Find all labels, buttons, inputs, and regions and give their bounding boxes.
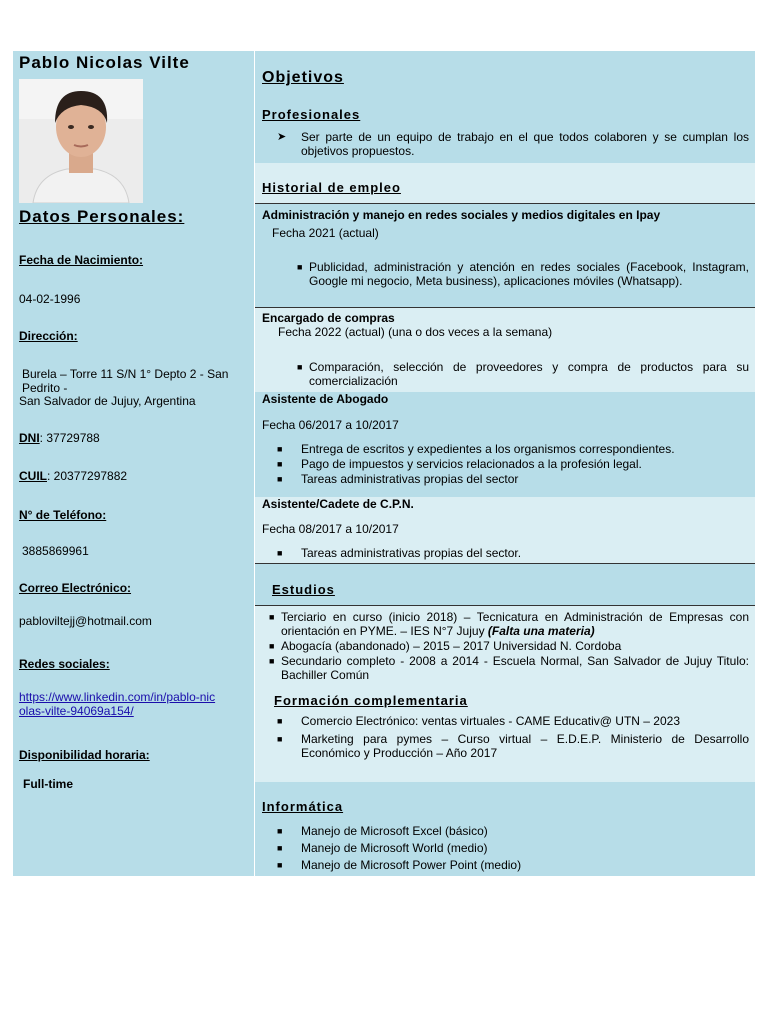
profesionales-heading: Profesionales	[262, 107, 361, 122]
list-item: ■ Secundario completo - 2008 a 2014 - Escuela Normal, San Salvador de Jujuy Titulo: Bachiller Común	[269, 654, 749, 682]
list-item: ■ Manejo de Microsoft Excel (básico)	[277, 824, 488, 838]
informatica-section	[255, 782, 755, 876]
square-bullet-icon: ■	[277, 734, 283, 744]
list-item: ■ Tareas administrativas propias del sector	[277, 472, 519, 486]
square-bullet-icon: ■	[277, 716, 283, 726]
falta-materia-note: (Falta una materia)	[487, 624, 595, 638]
list-item: ■ Marketing para pymes – Curso virtual – E.D.E.P. Ministerio de Desarrollo Económico y Producción – Año 2017	[277, 732, 749, 760]
estudios-list	[255, 610, 749, 683]
job-title: Encargado de compras	[262, 311, 395, 325]
redes-label: Redes sociales:	[19, 657, 110, 671]
datos-personales-heading: Datos Personales:	[19, 207, 185, 226]
full-name: Pablo Nicolas Vilte	[19, 53, 190, 72]
square-bullet-icon: ■	[277, 459, 283, 469]
square-bullet-icon: ■	[269, 641, 275, 651]
list-item: ■ Comparación, selección de proveedores y compra de productos para su comercialización	[297, 360, 749, 388]
square-bullet-icon: ■	[277, 444, 283, 454]
job-items	[255, 546, 749, 561]
dni-value: : 37729788	[39, 431, 100, 445]
list-item: ■ Comercio Electrónico: ventas virtuales - CAME Educativ@ UTN – 2023	[277, 714, 680, 728]
list-item: ■ Abogacía (abandonado) – 2015 – 2017 Universidad N. Cordoba	[269, 639, 622, 653]
job-date: Fecha 06/2017 a 10/2017	[262, 418, 399, 432]
left-column	[13, 51, 255, 876]
square-bullet-icon: ■	[277, 860, 283, 870]
disponibilidad-label: Disponibilidad horaria:	[19, 748, 150, 762]
objetivos-list	[255, 130, 749, 159]
job-date: Fecha 08/2017 a 10/2017	[262, 522, 399, 536]
square-bullet-icon: ■	[269, 656, 275, 666]
direccion-line1: Burela – Torre 11 S/N 1° Depto 2 - San Pedrito -	[22, 367, 229, 395]
list-item: ■ Publicidad, administración y atención en redes sociales (Facebook, Instagram, Google mi negocio, Meta business), aplicaciones móviles (Whatsapp).	[297, 260, 749, 288]
person-photo-icon	[19, 79, 143, 203]
cuil-row	[19, 469, 251, 483]
historial-header	[255, 163, 755, 203]
formacion-heading: Formación complementaria	[274, 693, 468, 708]
right-column	[255, 51, 755, 876]
informatica-heading: Informática	[262, 799, 344, 814]
list-item: ■ Entrega de escritos y expedientes a los organismos correspondientes.	[277, 442, 675, 456]
cuil-label: CUIL	[19, 469, 47, 483]
objetivos-section	[255, 51, 755, 163]
telefono-label: N° de Teléfono:	[19, 508, 107, 522]
job-items	[255, 442, 749, 487]
list-item: ➤ Ser parte de un equipo de trabajo en el que todos colaboren y se cumplan los objetivos propuestos.	[277, 130, 749, 158]
profile-photo	[19, 79, 143, 203]
informatica-list	[255, 824, 749, 873]
cuil-value: : 20377297882	[47, 469, 128, 483]
fecha-label: Fecha de Nacimiento:	[19, 253, 144, 267]
list-item: ■ Pago de impuestos y servicios relacionados a la profesión legal.	[277, 457, 642, 471]
job-title: Asistente/Cadete de C.P.N.	[262, 497, 414, 511]
job-items	[283, 260, 749, 289]
disponibilidad-value: Full-time	[23, 777, 73, 791]
square-bullet-icon: ■	[269, 612, 275, 622]
direccion-label: Dirección:	[19, 329, 78, 343]
square-bullet-icon: ■	[277, 474, 283, 484]
formacion-list	[255, 714, 749, 761]
objetivos-heading: Objetivos	[262, 69, 344, 86]
linkedin-row	[19, 690, 219, 718]
job-date: Fecha 2021 (actual)	[272, 226, 379, 240]
list-item: ■ Terciario en curso (inicio 2018) – Tecnicatura en Administración de Empresas con orientación en PYME. – IES N°7 Jujuy (Falta una materia)	[269, 610, 749, 638]
telefono-value: 3885869961	[22, 544, 89, 558]
estudios-heading: Estudios	[272, 582, 335, 597]
estudios-section	[255, 605, 755, 783]
historial-heading: Historial de empleo	[262, 180, 401, 195]
correo-label: Correo Electrónico:	[19, 581, 132, 595]
linkedin-link[interactable]: https://www.linkedin.com/in/pablo-nicolas-vilte-94069a154/	[19, 690, 216, 718]
list-item: ■ Manejo de Microsoft Power Point (medio)	[277, 858, 522, 872]
job-title: Asistente de Abogado	[262, 392, 389, 406]
correo-value: pabloviltejj@hotmail.com	[19, 614, 152, 628]
square-bullet-icon: ■	[277, 548, 283, 558]
fecha-value: 04-02-1996	[19, 292, 81, 306]
job-compras	[255, 307, 755, 393]
square-bullet-icon: ■	[297, 262, 303, 272]
estudios-header	[255, 563, 755, 606]
square-bullet-icon: ■	[277, 826, 283, 836]
square-bullet-icon: ■	[297, 362, 303, 372]
list-item: ■ Tareas administrativas propias del sector.	[277, 546, 522, 560]
job-cpn	[255, 497, 755, 563]
dni-row	[19, 431, 251, 445]
dni-label: DNI	[19, 431, 40, 445]
job-abogado	[255, 392, 755, 497]
job-title: Administración y manejo en redes sociales y medios digitales en Ipay	[262, 208, 661, 222]
job-ipay	[255, 203, 755, 308]
resume-page	[13, 51, 755, 876]
list-item: ■ Manejo de Microsoft World (medio)	[277, 841, 488, 855]
arrow-bullet-icon: ➤	[277, 131, 287, 143]
direccion-line2: San Salvador de Jujuy, Argentina	[19, 394, 196, 408]
job-date: Fecha 2022 (actual) (una o dos veces a la semana)	[278, 325, 553, 339]
square-bullet-icon: ■	[277, 843, 283, 853]
job-items	[283, 360, 749, 389]
